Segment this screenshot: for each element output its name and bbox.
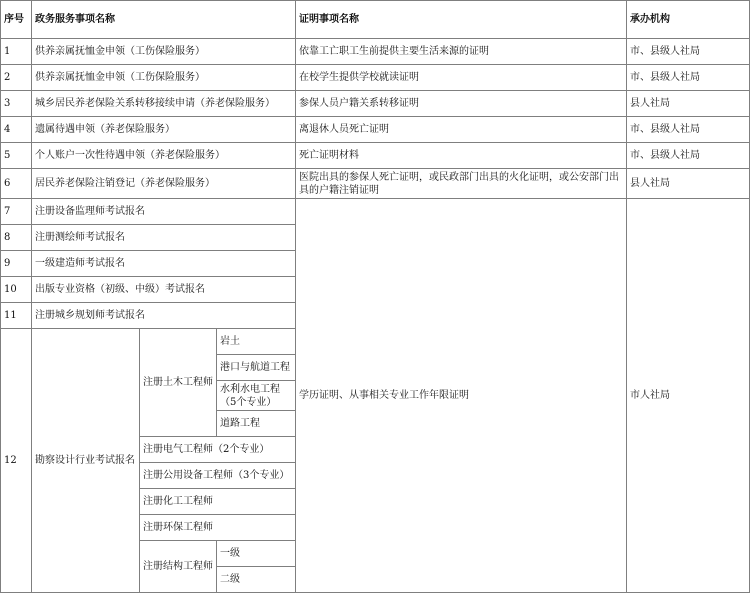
row-service: 城乡居民养老保险关系转移接续申请（养老保险服务）: [32, 91, 296, 117]
row-proof: 死亡证明材料: [296, 143, 627, 169]
row-agency: 县人社局: [627, 91, 750, 117]
row-proof: 医院出具的参保人死亡证明，或民政部门出具的火化证明，或公安部门出具的户籍注销证明: [296, 169, 627, 199]
row-service: 注册测绘师考试报名: [32, 225, 296, 251]
row-proof: 离退休人员死亡证明: [296, 117, 627, 143]
civil-sub-item: 岩土: [217, 329, 296, 355]
row-service: 出版专业资格（初级、中级）考试报名: [32, 277, 296, 303]
structural-sub-item: 二级: [217, 567, 296, 593]
table-row: [1, 91, 750, 117]
row-service: 注册城乡规划师考试报名: [32, 303, 296, 329]
table-row: [1, 39, 750, 65]
row-proof: 在校学生提供学校就读证明: [296, 65, 627, 91]
civil-sub-item: 道路工程: [217, 411, 296, 437]
row-service: 注册设备监理师考试报名: [32, 199, 296, 225]
row-proof: 参保人员户籍关系转移证明: [296, 91, 627, 117]
header-agency: 承办机构: [627, 1, 750, 39]
row-agency: 县人社局: [627, 169, 750, 199]
electrical-engineer: 注册电气工程师（2个专业）: [140, 437, 296, 463]
row-seq: 2: [1, 65, 32, 91]
structural-engineer-label: 注册结构工程师: [140, 541, 217, 593]
row-seq: 9: [1, 251, 32, 277]
row-proof: 依靠工亡职工生前提供主要生活来源的证明: [296, 39, 627, 65]
row-service: 个人账户一次性待遇申领（养老保险服务）: [32, 143, 296, 169]
row-seq: 7: [1, 199, 32, 225]
row-seq: 3: [1, 91, 32, 117]
table-row: [1, 65, 750, 91]
civil-engineer-label: 注册土木工程师: [140, 329, 217, 437]
row12-seq: 12: [1, 329, 32, 593]
header-row: [1, 1, 750, 39]
environmental-engineer: 注册环保工程师: [140, 515, 296, 541]
row-seq: 11: [1, 303, 32, 329]
civil-sub-item: 水利水电工程（5个专业）: [217, 381, 296, 411]
header-service-name: 政务服务事项名称: [32, 1, 296, 39]
row-agency: 市、县级人社局: [627, 39, 750, 65]
table-row: [1, 117, 750, 143]
header-proof-name: 证明事项名称: [296, 1, 627, 39]
row-seq: 6: [1, 169, 32, 199]
row-seq: 1: [1, 39, 32, 65]
group-proof: 学历证明、从事相关专业工作年限证明: [296, 199, 627, 593]
table-row: [1, 199, 750, 225]
utilities-engineer: 注册公用设备工程师（3个专业）: [140, 463, 296, 489]
row-seq: 10: [1, 277, 32, 303]
structural-sub-item: 一级: [217, 541, 296, 567]
row-seq: 5: [1, 143, 32, 169]
row-seq: 8: [1, 225, 32, 251]
row-service: 供养亲属抚恤金申领（工伤保险服务）: [32, 39, 296, 65]
row-agency: 市、县级人社局: [627, 65, 750, 91]
table-row: [1, 169, 750, 199]
row-service: 一级建造师考试报名: [32, 251, 296, 277]
row12-service: 勘察设计行业考试报名: [32, 329, 140, 593]
row-agency: 市、县级人社局: [627, 143, 750, 169]
row-service: 遗属待遇申领（养老保险服务）: [32, 117, 296, 143]
header-seq: 序号: [1, 1, 32, 39]
table-row: [1, 143, 750, 169]
row-seq: 4: [1, 117, 32, 143]
civil-sub-item: 港口与航道工程: [217, 355, 296, 381]
chemical-engineer: 注册化工工程师: [140, 489, 296, 515]
row-agency: 市、县级人社局: [627, 117, 750, 143]
row-service: 居民养老保险注销登记（养老保险服务）: [32, 169, 296, 199]
row-service: 供养亲属抚恤金申领（工伤保险服务）: [32, 65, 296, 91]
group-agency: 市人社局: [627, 199, 750, 593]
